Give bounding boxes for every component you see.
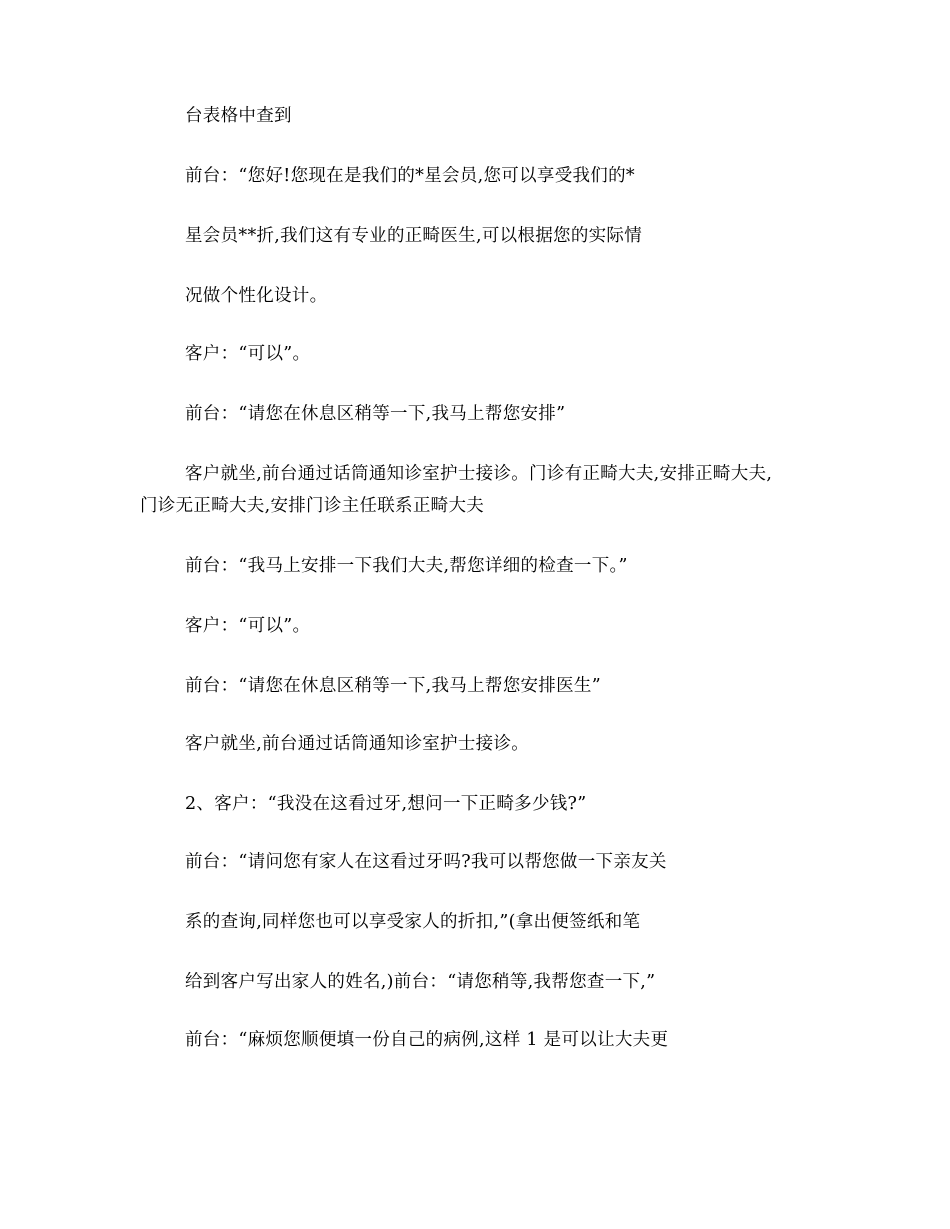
text-line: 客户：“可以”。 [185,616,311,636]
text-line: 前台：“请问您有家人在这看过牙吗?我可以帮您做一下亲友关 [185,852,667,872]
text-line: 给到客户写出家人的姓名,)前台：“请您稍等,我帮您查一下,” [185,972,656,992]
text-line: 台表格中查到 [185,106,292,126]
text-line: 客户就坐,前台通过话筒通知诊室护士接诊。门诊有正畸大夫,安排正畸大夫, [185,464,773,484]
text-line: 前台：“麻烦您顺便填一份自己的病例,这样 1 是可以让大夫更 [185,1030,669,1050]
text-line: 况做个性化设计。 [185,286,328,306]
text-line: 门诊无正畸大夫,安排门诊主任联系正畸大夫 [140,496,485,516]
text-line: 前台：“请您在休息区稍等一下,我马上帮您安排” [185,404,566,424]
text-line: 前台：“请您在休息区稍等一下,我马上帮您安排医生” [185,676,601,696]
text-line: 客户就坐,前台通过话筒通知诊室护士接诊。 [185,734,530,754]
text-line: 前台：“我马上安排一下我们大夫,帮您详细的检查一下。” [185,556,628,576]
text-line: 客户：“可以”。 [185,344,311,364]
text-line: 星会员**折,我们这有专业的正畸医生,可以根据您的实际情 [185,226,643,246]
text-line: 系的查询,同样您也可以享受家人的折扣,”(拿出便签纸和笔 [185,912,641,932]
text-line: 前台：“您好!您现在是我们的*星会员,您可以享受我们的* [185,166,635,186]
text-line: 2、客户：“我没在这看过牙,想问一下正畸多少钱?” [185,794,587,814]
